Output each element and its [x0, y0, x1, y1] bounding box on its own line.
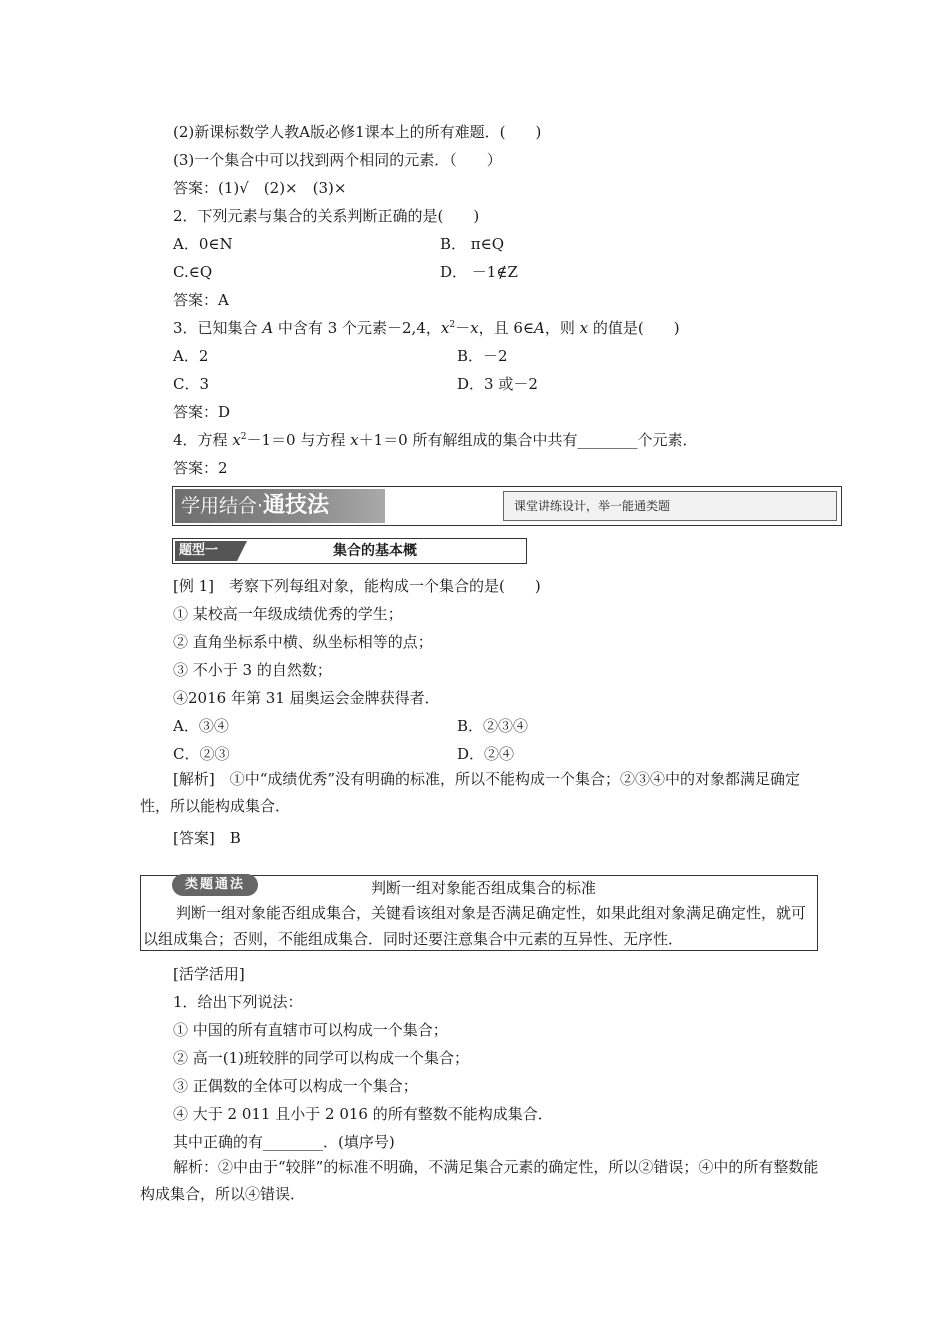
q3-option-b: B．－2 [457, 347, 508, 365]
q3-option-c: C．3 [173, 375, 210, 393]
q3-option-d: D．3 或－2 [457, 375, 538, 393]
tixing-tag: 题型一 [175, 541, 237, 561]
example-item-3: ③ 不小于 3 的自然数； [173, 661, 332, 679]
section-banner [172, 486, 842, 526]
line-q1-3: (3)一个集合中可以找到两个相同的元素．（ ） [173, 151, 502, 169]
practice-heading: [活学活用] [173, 965, 245, 983]
q2-stem: 2．下列元素与集合的关系判断正确的是( ) [173, 207, 480, 225]
practice-analysis: 解析：②中由于“较胖”的标准不明确，不满足集合元素的确定性，所以②错误；④中的所有整数能构成集合，所以④错误． [140, 1158, 819, 1203]
tixing-header [172, 538, 527, 564]
tixing-title: 集合的基本概 [333, 543, 417, 559]
example-answer: [答案] B [173, 829, 241, 847]
example-item-2: ② 直角坐标系中横、纵坐标相等的点； [173, 633, 433, 651]
example-option-c: C．②③ [173, 745, 230, 763]
q3-option-a: A．2 [173, 347, 209, 365]
q4-stem: 4．方程 $x^2-1=0$ 与方程 x＋1＝0 所有解组成的集合中共有________个元素． [173, 431, 698, 449]
line-q1-2: (2)新课标数学人教A版必修1课本上的所有难题．( ) [173, 123, 542, 141]
example-option-d: D．②④ [457, 745, 515, 763]
practice-item-2: ② 高一(1)班较胖的同学可以构成一个集合； [173, 1049, 470, 1067]
example-option-a: A．③④ [173, 717, 229, 735]
q2-option-a: A．0∈N [173, 235, 233, 253]
q2-option-c: C.∈Q [173, 263, 213, 281]
method-box [140, 875, 818, 951]
q3-answer: 答案：D [173, 403, 231, 421]
example-item-1: ① 某校高一年级成绩优秀的学生； [173, 605, 403, 623]
method-title: 判断一组对象能否组成集合的标准 [371, 879, 597, 897]
method-tag: 类题通法 [172, 874, 258, 896]
practice-item-1: ① 中国的所有直辖市可以构成一个集合； [173, 1021, 448, 1039]
q4-answer: 答案：2 [173, 459, 228, 477]
example-item-4: ④2016 年第 31 届奥运会金牌获得者． [173, 689, 440, 707]
practice-question: 1．给出下列说法： [173, 993, 303, 1011]
example-option-b: B．②③④ [457, 717, 529, 735]
practice-item-3: ③ 正偶数的全体可以构成一个集合； [173, 1077, 418, 1095]
method-body: 判断一组对象能否组成集合，关键看该组对象是否满足确定性，如果此组对象满足确定性，就可以组成集合；否则，不能组成集合．同时还要注意集合中元素的互异性、无序性． [143, 904, 807, 948]
answer-q1: 答案：(1)√ (2)× (3)× [173, 179, 347, 197]
practice-fill: 其中正确的有________．(填序号) [173, 1133, 395, 1151]
practice-item-4: ④ 大于 2 011 且小于 2 016 的所有整数不能构成集合． [173, 1105, 553, 1123]
example-analysis: [解析] ①中“成绩优秀”没有明确的标准，所以不能构成一个集合；②③④中的对象都满足确定性，所以能构成集合． [140, 770, 801, 815]
banner-subtitle: 课堂讲练设计，举一能通类题 [503, 491, 837, 521]
example-stem: [例 1] 考察下列每组对象，能构成一个集合的是( ) [173, 577, 541, 595]
q2-option-b: B． π∈Q [440, 235, 505, 253]
q3-stem: 3．已知集合 A 中含有 3 个元素－2,4，$x^2-x$，且 6∈A，则 x 的值是( ) [173, 319, 680, 337]
q2-option-d: D． －1∉Z [440, 263, 518, 281]
q2-answer: 答案：A [173, 291, 229, 309]
banner-title: 学用结合·通技法 [175, 489, 385, 523]
